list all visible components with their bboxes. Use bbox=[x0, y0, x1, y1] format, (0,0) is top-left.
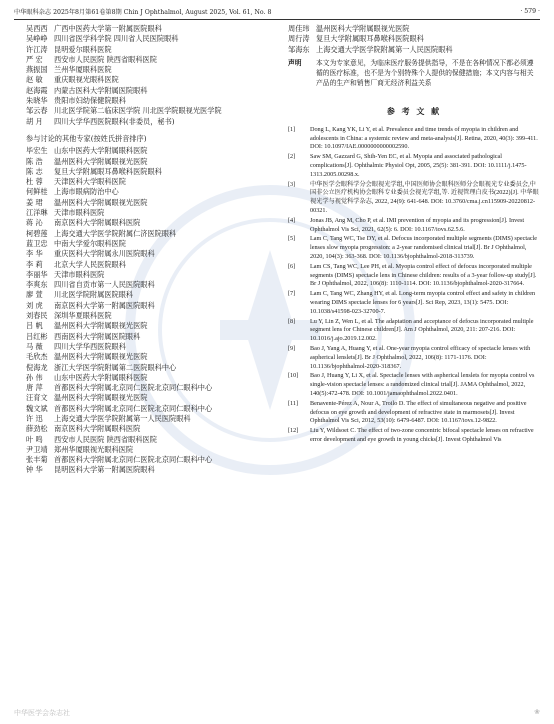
reference-text: Lam C, Tang WC, Tse DY, et al. Defocus incorporated multiple segments (DIMS) spectacle lenses slow myopia progression: a 2-year randomised clinical trial[J]. Br J Ophthalmol, 2020, 104(3): 363-368. DOI: 10.1136/bjophthalmol-2018-313739. bbox=[310, 235, 538, 261]
expert-row bbox=[26, 352, 266, 362]
member-row bbox=[288, 34, 540, 44]
journal-logo-footer: 中华医学会杂志社 bbox=[14, 709, 70, 717]
person-name: 周佳玮 bbox=[288, 24, 310, 33]
member-row bbox=[26, 24, 266, 34]
affiliation: 山东中医药大学附属眼科医院 bbox=[54, 372, 148, 382]
expert-row bbox=[26, 239, 266, 249]
affiliation: 郑州华厦眼视光眼科医院 bbox=[54, 444, 134, 454]
affiliation: 天津医科大学眼科医院 bbox=[54, 177, 126, 187]
declaration bbox=[288, 58, 540, 88]
person-name: 吴西西 bbox=[26, 24, 48, 33]
affiliation: 重庆医科大学附属永川医院眼科 bbox=[54, 249, 155, 259]
person-name: 李 莉 bbox=[26, 259, 43, 269]
reference-number: [7] bbox=[288, 290, 296, 298]
person-name: 姜 珺 bbox=[26, 197, 43, 207]
reference-text: Lu Y, Lin Z, Wen L, et al. The adaptation and acceptance of defocus incorporated multiple segment lens for Chinese children[J]. Am J Ophthalmol, 2020, 211: 207-216. DOI: 10.1016/j.ajo.2019.12.002. bbox=[310, 317, 534, 343]
affiliation: 温州医科大学附属眼视光医院 bbox=[316, 24, 410, 33]
reference-number: [3] bbox=[288, 180, 296, 188]
person-name: 江洋琳 bbox=[26, 208, 48, 218]
expert-row bbox=[26, 280, 266, 290]
reference-number: [5] bbox=[288, 235, 296, 243]
affiliation: 温州医科大学附属眼视光医院 bbox=[54, 393, 148, 403]
reference-item bbox=[288, 263, 540, 289]
person-name: 孙 伟 bbox=[26, 372, 43, 382]
expert-row bbox=[26, 311, 266, 321]
reference-number: [8] bbox=[288, 317, 296, 325]
committee-member-list bbox=[26, 24, 266, 127]
member-row bbox=[26, 86, 266, 96]
reference-text: Bao J, Huang Y, Li X, et al. Spectacle lenses with aspherical lenslets for myopia control vs single-vision spectacle lenses: a randomized clinical trial[J]. JAMA Ophthalmol, 2022, 140(5):472-478. DOI: 10.1001/jamaophthalmol.2022.0401. bbox=[310, 372, 535, 397]
person-name: 邹海东 bbox=[288, 44, 310, 54]
member-row bbox=[26, 117, 266, 127]
expert-row bbox=[26, 342, 266, 352]
person-name: 吕红彬 bbox=[26, 331, 48, 341]
expert-row bbox=[26, 146, 266, 156]
reference-item bbox=[288, 126, 540, 152]
affiliation: 兰州华厦眼科医院 bbox=[54, 65, 112, 75]
reference-text: Benavente-Pérez A, Nour A, Troilo D. The effect of simultaneous negative and positive defocus on eye growth and development of refractive state in marmosets[J]. Invest Ophthalmol Vis Sci, 2012, 53(10): 6479-6487. DOI: 10.1167/iovs.12-9822. bbox=[310, 399, 527, 425]
affiliation: 南京医科大学第一附属医院眼科 bbox=[54, 300, 155, 310]
affiliation: 上海市眼病防治中心 bbox=[54, 187, 119, 197]
expert-row bbox=[26, 260, 266, 270]
person-name: 柯碧莲 bbox=[26, 228, 48, 238]
expert-row bbox=[26, 249, 266, 259]
person-name: 周行涛 bbox=[288, 34, 310, 44]
header-journal-info: 中华眼科杂志 2025年8月第61卷第8期 Chin J Ophthalmol, August 2025, Vol. 61, No. 8 bbox=[14, 8, 272, 16]
person-name: 刘 虎 bbox=[26, 300, 43, 310]
member-row bbox=[26, 75, 266, 85]
expert-row bbox=[26, 229, 266, 239]
affiliation: 温州医科大学附属眼视光医院 bbox=[54, 197, 148, 207]
declaration-label: 声明 bbox=[288, 58, 302, 67]
reference-item bbox=[288, 372, 540, 398]
expert-row bbox=[26, 383, 266, 393]
reference-item bbox=[288, 290, 540, 316]
person-name: 陈 志 bbox=[26, 166, 43, 176]
reference-text: Lam CS, Tang WC, Lee PH, et al. Myopia control effect of defocus incorporated multiple segments (DIMS) spectacle lens in Chinese children: results of a 3-year follow-up study[J]. Br J Ophthalmol, 2022, 106(8): 1110-1114. DOI: 10.1136/bjophthalmol-2020-317664. bbox=[310, 262, 537, 288]
affiliation: 上海交通大学医学院附属第一人民医院眼科 bbox=[316, 44, 453, 54]
header-rule bbox=[14, 19, 540, 20]
person-name: 马 薇 bbox=[26, 341, 43, 351]
affiliation: 山东中医药大学附属眼科医院 bbox=[54, 146, 148, 156]
reference-text: Liu Y, Wildsoet C. The effect of two-zone concentric bifocal spectacle lenses on refractive error development and eye growth in young chicks[J]. Invest Ophthalmol Vis bbox=[310, 427, 534, 443]
affiliation: 西安市人民医院 陕西省眼科医院 bbox=[54, 54, 157, 64]
expert-row bbox=[26, 435, 266, 445]
person-name: 毛欣杰 bbox=[26, 352, 48, 362]
affiliation: 内蒙古医科大学附属医院眼科 bbox=[54, 85, 148, 95]
person-name: 刘春民 bbox=[26, 311, 48, 321]
expert-row bbox=[26, 187, 266, 197]
affiliation: 西安市人民医院 陕西省眼科医院 bbox=[54, 434, 157, 444]
affiliation: 温州医科大学附属眼视光医院 bbox=[54, 321, 148, 331]
person-name: 廖 萱 bbox=[26, 290, 43, 300]
affiliation: 深圳华夏眼科医院 bbox=[54, 311, 112, 321]
member-row bbox=[288, 45, 540, 55]
member-row bbox=[26, 106, 266, 116]
affiliation: 四川大学华西医院眼科 bbox=[54, 341, 126, 351]
affiliation: 南京医科大学附属眼科医院 bbox=[54, 218, 141, 228]
member-row bbox=[26, 45, 266, 55]
affiliation: 上海交通大学医学院附属第一人民医院眼科 bbox=[54, 413, 191, 423]
person-name: 吴峥峥 bbox=[26, 34, 48, 44]
reference-number: [2] bbox=[288, 153, 296, 161]
affiliation: 四川省自贡市第一人民医院眼科 bbox=[54, 280, 155, 290]
affiliation: 北京大学人民医院眼科 bbox=[54, 259, 126, 269]
committee-member-list-continued bbox=[288, 24, 540, 55]
expert-row bbox=[26, 301, 266, 311]
affiliation: 温州医科大学附属眼视光医院 bbox=[54, 352, 148, 362]
affiliation: 四川省医学科学院 四川省人民医院眼科 bbox=[54, 34, 179, 44]
expert-row bbox=[26, 208, 266, 218]
reference-number: [4] bbox=[288, 216, 296, 224]
affiliation: 川北医学院第二临床医学院 川北医学院眼视光医学院 bbox=[54, 106, 222, 116]
person-name: 蒋 沁 bbox=[26, 218, 43, 228]
reference-item bbox=[288, 345, 540, 371]
person-name: 许江涛 bbox=[26, 44, 48, 54]
person-name: 汪育文 bbox=[26, 393, 48, 403]
expert-row bbox=[26, 167, 266, 177]
person-name: 张丰菊 bbox=[26, 455, 48, 465]
person-name: 赵 敏 bbox=[26, 75, 43, 85]
affiliation: 复旦大学附属眼耳鼻喉科医院眼科 bbox=[54, 166, 162, 176]
affiliation: 重庆眼视光眼科医院 bbox=[54, 75, 119, 85]
publisher-mark-icon: ❀ bbox=[534, 708, 540, 716]
expert-row bbox=[26, 218, 266, 228]
person-name: 邹云春 bbox=[26, 106, 48, 116]
expert-row bbox=[26, 332, 266, 342]
affiliation: 首都医科大学附属北京同仁医院北京同仁眼科中心 bbox=[54, 383, 213, 393]
person-name: 李 华 bbox=[26, 249, 43, 259]
member-row bbox=[26, 34, 266, 44]
person-name: 严 宏 bbox=[26, 54, 43, 64]
expert-row bbox=[26, 198, 266, 208]
affiliation: 首都医科大学附属北京同仁医院北京同仁眼科中心 bbox=[54, 403, 213, 413]
reference-list bbox=[288, 126, 540, 445]
member-row bbox=[288, 24, 540, 34]
person-name: 杜 蓉 bbox=[26, 177, 43, 187]
header-page-number: · 579 · bbox=[520, 7, 540, 15]
expert-row bbox=[26, 404, 266, 414]
affiliation: 川北医学院附属医院眼科 bbox=[54, 290, 134, 300]
member-row bbox=[26, 55, 266, 65]
member-row bbox=[26, 65, 266, 75]
affiliation: 首都医科大学附属北京同仁医院北京同仁眼科中心 bbox=[54, 455, 213, 465]
affiliation: 西南医科大学附属医院眼科 bbox=[54, 331, 141, 341]
expert-row bbox=[26, 414, 266, 424]
right-column bbox=[288, 24, 540, 446]
expert-row bbox=[26, 177, 266, 187]
reference-text: Saw SM, Gazzard G, Shih-Yen EC, et al. Myopia and associated pathological complications[J]. Ophthalmic Physiol Opt, 2005, 25(5): 381-391. DOI: 10.1111/j.1475-1313.2005.00298.x. bbox=[310, 153, 527, 178]
expert-row bbox=[26, 465, 266, 475]
expert-row bbox=[26, 393, 266, 403]
person-name: 赵海霞 bbox=[26, 85, 48, 95]
person-name: 吕 帆 bbox=[26, 321, 43, 331]
person-name: 倪海龙 bbox=[26, 362, 48, 372]
reference-text: 中华医学会眼科学分会眼视光学组,中国医师协会眼科医师分会眼视光专业委员会,中国非公立医疗机构协会眼科专业委员会视光学组,等. 近视管理白皮书(2022)[J]. 中华眼视光学与视觉科学杂志, 2022, 24(9): 641-648. DOI: 10.3760/cma.j.cn115909-20220812-00321. bbox=[310, 180, 539, 215]
member-row bbox=[26, 96, 266, 106]
reference-number: [9] bbox=[288, 345, 296, 353]
person-name: 朱晓华 bbox=[26, 96, 48, 106]
affiliation: 天津市眼科医院 bbox=[54, 269, 105, 279]
affiliation: 中南大学爱尔眼科医院 bbox=[54, 238, 126, 248]
expert-row bbox=[26, 363, 266, 373]
reference-item bbox=[288, 235, 540, 261]
affiliation: 昆明爱尔眼科医院 bbox=[54, 44, 112, 54]
person-name: 钟 华 bbox=[26, 465, 43, 475]
declaration-text: 本文为专家意见，为临床医疗服务提供指导，不是在各种情况下都必须遵循的医疗标准，也不是为个别特殊个人提供的保健措施；本文内容与相关产品的生产和销售厂商无经济利益关系 bbox=[316, 58, 534, 87]
affiliation: 浙江大学医学院附属第二医院眼科中心 bbox=[54, 362, 177, 372]
reference-item bbox=[288, 153, 540, 179]
person-name: 薛劲松 bbox=[26, 424, 48, 434]
affiliation: 上海交通大学医学院附属仁济医院眼科 bbox=[54, 228, 177, 238]
reference-text: Lam C, Tang WC, Zhang HY, et al. Long-term myopia control effect and safety in children wearing DIMS spectacle lenses for 6 years[J]. Sci Rep, 2023, 13(1): 5475. DOI: 10.1038/s41598-023-32700-7. bbox=[310, 290, 536, 315]
person-name: 尹卫靖 bbox=[26, 444, 48, 454]
reference-item bbox=[288, 318, 540, 344]
reference-text: Jonas JB, Ang M, Cho P, et al. IMI prevention of myopia and its progression[J]. Invest Ophthalmol Vis Sci, 2021, 62(5): 6. DOI: 10.1167/iovs.62.5.6. bbox=[310, 216, 525, 233]
person-name: 李爽东 bbox=[26, 280, 48, 290]
affiliation: 贵阳市妇幼保健院眼科 bbox=[54, 96, 126, 106]
reference-number: [1] bbox=[288, 125, 296, 133]
reference-item bbox=[288, 427, 540, 445]
affiliation: 昆明医科大学第一附属医院眼科 bbox=[54, 465, 155, 475]
reference-item bbox=[288, 217, 540, 235]
reference-text: Dong L, Kang YK, Li Y, et al. Prevalence and time trends of myopia in children and adolescents in China: a systemic review and meta-analysis[J]. Retina, 2020, 40(3): 399-411. DOI: 10.1097/IAE.0000000000002590. bbox=[310, 125, 538, 151]
affiliation: 天津市眼科医院 bbox=[54, 208, 105, 218]
expert-row bbox=[26, 373, 266, 383]
reference-text: Bao J, Yang A, Huang Y, et al. One-year myopia control efficacy of spectacle lenses with aspherical lenslets[J]. Br J Ophthalmol, 2022, 106(8): 1171-1176. DOI: 10.1136/bjophthalmol-2020-318367. bbox=[310, 345, 531, 370]
reference-item bbox=[288, 181, 540, 216]
reference-number: [6] bbox=[288, 262, 296, 270]
person-name: 陈 浩 bbox=[26, 156, 43, 166]
references-heading: 参 考 文 献 bbox=[386, 106, 442, 116]
expert-row bbox=[26, 321, 266, 331]
expert-row bbox=[26, 455, 266, 465]
person-name: 蓝卫忠 bbox=[26, 238, 48, 248]
person-name: 毕宏生 bbox=[26, 146, 48, 156]
person-name: 唐 萍 bbox=[26, 383, 43, 393]
affiliation: 复旦大学附属眼耳鼻喉科医院眼科 bbox=[316, 34, 424, 44]
reference-number: [11] bbox=[288, 399, 299, 407]
reference-item bbox=[288, 400, 540, 426]
reference-number: [12] bbox=[288, 427, 299, 435]
expert-row bbox=[26, 445, 266, 455]
other-experts-list bbox=[26, 146, 266, 476]
expert-row bbox=[26, 270, 266, 280]
expert-row bbox=[26, 290, 266, 300]
expert-row bbox=[26, 157, 266, 167]
running-header bbox=[14, 4, 540, 18]
person-name: 燕振国 bbox=[26, 65, 48, 75]
expert-row bbox=[26, 424, 266, 434]
left-column bbox=[26, 24, 266, 476]
person-name: 李丽华 bbox=[26, 269, 48, 279]
affiliation: 广西中医药大学第一附属医院眼科 bbox=[54, 24, 162, 33]
person-name: 魏文斌 bbox=[26, 403, 48, 413]
affiliation: 南京医科大学附属眼科医院 bbox=[54, 424, 141, 434]
reference-number: [10] bbox=[288, 372, 299, 380]
person-name: 许 迅 bbox=[26, 413, 43, 423]
other-experts-heading: 参与讨论的其他专家(按姓氏拼音排序) bbox=[26, 133, 147, 143]
person-name: 胡 月 bbox=[26, 116, 43, 126]
affiliation: 四川大学华西医院眼科(非委员，秘书) bbox=[54, 116, 175, 126]
person-name: 叶 鸣 bbox=[26, 434, 43, 444]
affiliation: 温州医科大学附属眼视光医院 bbox=[54, 156, 148, 166]
person-name: 何鲜桂 bbox=[26, 187, 48, 197]
